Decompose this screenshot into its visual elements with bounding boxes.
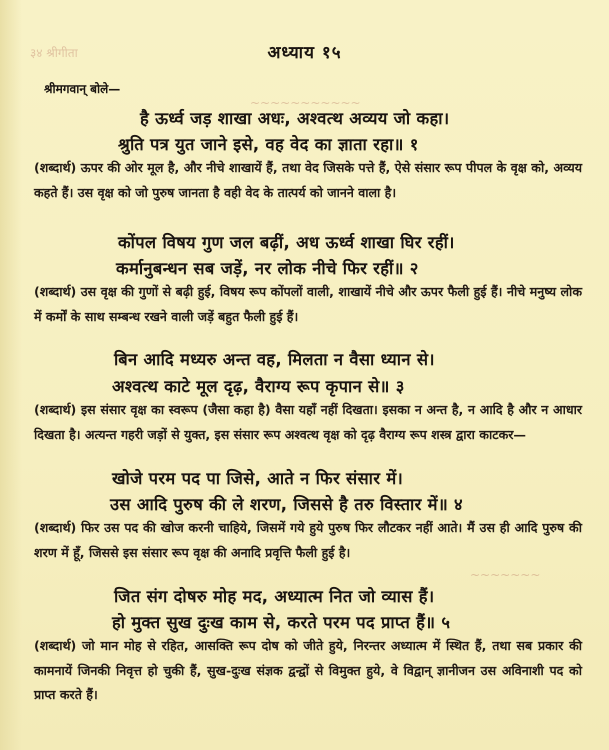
bleed-through-text: ३४ श्रीगीता bbox=[30, 46, 78, 60]
verse-line: उस आदि पुरुष की ले शरण, जिससे है तरु विस्तार में॥ ४ bbox=[110, 495, 463, 514]
verse-line: हो मुक्त सुख दुःख काम से, करते परम पद प्राप्त हैं॥ ५ bbox=[112, 613, 451, 632]
chapter-title: अध्याय १५ bbox=[267, 43, 342, 63]
verse-meaning: (शब्दार्थ) फिर उस पद की खोज करनी चाहिये, जिसमें गये हुये पुरुष फिर लौटकर नहीं आते। मैं उस ही आदि पुरुष की शरण में हूँ, जिससे इस संसार रूप वृक्ष की अनादि प्रवृत्ति फैली हुई है। bbox=[34, 520, 582, 560]
verse-line: श्रुति पत्र युत जाने इसे, वह वेद का ज्ञाता रहा॥ १ bbox=[118, 135, 419, 154]
verse-line: कोंपल विषय गुण जल बढ़ीं, अध ऊर्ध्व शाखा घिर रहीं। bbox=[118, 233, 455, 252]
bleed-through-text: ~~~~~~~~~~~ bbox=[250, 96, 361, 110]
verse-line: कर्मानुबन्धन सब जड़ें, नर लोक नीचे फिर रहीं॥ २ bbox=[116, 259, 419, 278]
verse-meaning: (शब्दार्थ) इस संसार वृक्ष का स्वरूप (जैसा कहा है) वैसा यहाँ नहीं दिखता। इसका न अन्त है, न आदि है और न आधार दिखता है। अत्यन्त गहरी जड़ों से युक्त, इस संसार रूप अश्वत्थ वृक्ष को दृढ़ वैराग्य रूप शस्त्र द्वारा काटकर— bbox=[34, 402, 582, 442]
bleed-through-text: ~~~~~~~ bbox=[470, 568, 541, 582]
verse-line: जित संग दोषरु मोह मद, अध्यात्म नित जो व्यास हैं। bbox=[114, 587, 435, 606]
verse-line: बिन आदि मध्यरु अन्त वह, मिलता न वैसा ध्यान से। bbox=[114, 350, 435, 369]
verse-line: है ऊर्ध्व जड़ शाखा अधः, अश्वत्थ अव्यय जो कहा। bbox=[140, 109, 450, 128]
speaker-label: श्रीमगवान् बोले— bbox=[44, 82, 121, 96]
verse-line: खोजे परम पद पा जिसे, आते न फिर संसार में। bbox=[112, 469, 404, 488]
verse-line: अश्वत्थ काटे मूल दृढ़, वैराग्य रूप कृपान से॥ ३ bbox=[112, 377, 405, 396]
verse-meaning: (शब्दार्थ) जो मान मोह से रहित, आसक्ति रूप दोष को जीते हुये, निरन्तर अध्यात्म में स्थित हैं, तथा सब प्रकार की कामनायें जिनकी निवृत्त हो चुकी हैं, सुख-दुःख संज्ञक द्वन्द्वों से विमुक्त हुये, वे विद्वान् ज्ञानीजन उस अविनाशी पद को प्राप्त करते हैं। bbox=[34, 638, 582, 702]
verse-meaning: (शब्दार्थ) ऊपर की ओर मूल है, और नीचे शाखायें हैं, तथा वेद जिसके पत्ते हैं, ऐसे संसार रूप पीपल के वृक्ष को, अव्यय कहते हैं। उस वृक्ष को जो पुरुष जानता है वही वेद के तात्पर्य को जानने वाला है। bbox=[34, 160, 582, 200]
verse-meaning: (शब्दार्थ) उस वृक्ष की गुणों से बढ़ी हुई, विषय रूप कोंपलों वाली, शाखायें नीचे और ऊपर फैली हुई हैं। नीचे मनुष्य लोक में कर्मों के साथ सम्बन्ध रखने वाली जड़ें बहुत फैली हुई हैं। bbox=[34, 284, 582, 324]
